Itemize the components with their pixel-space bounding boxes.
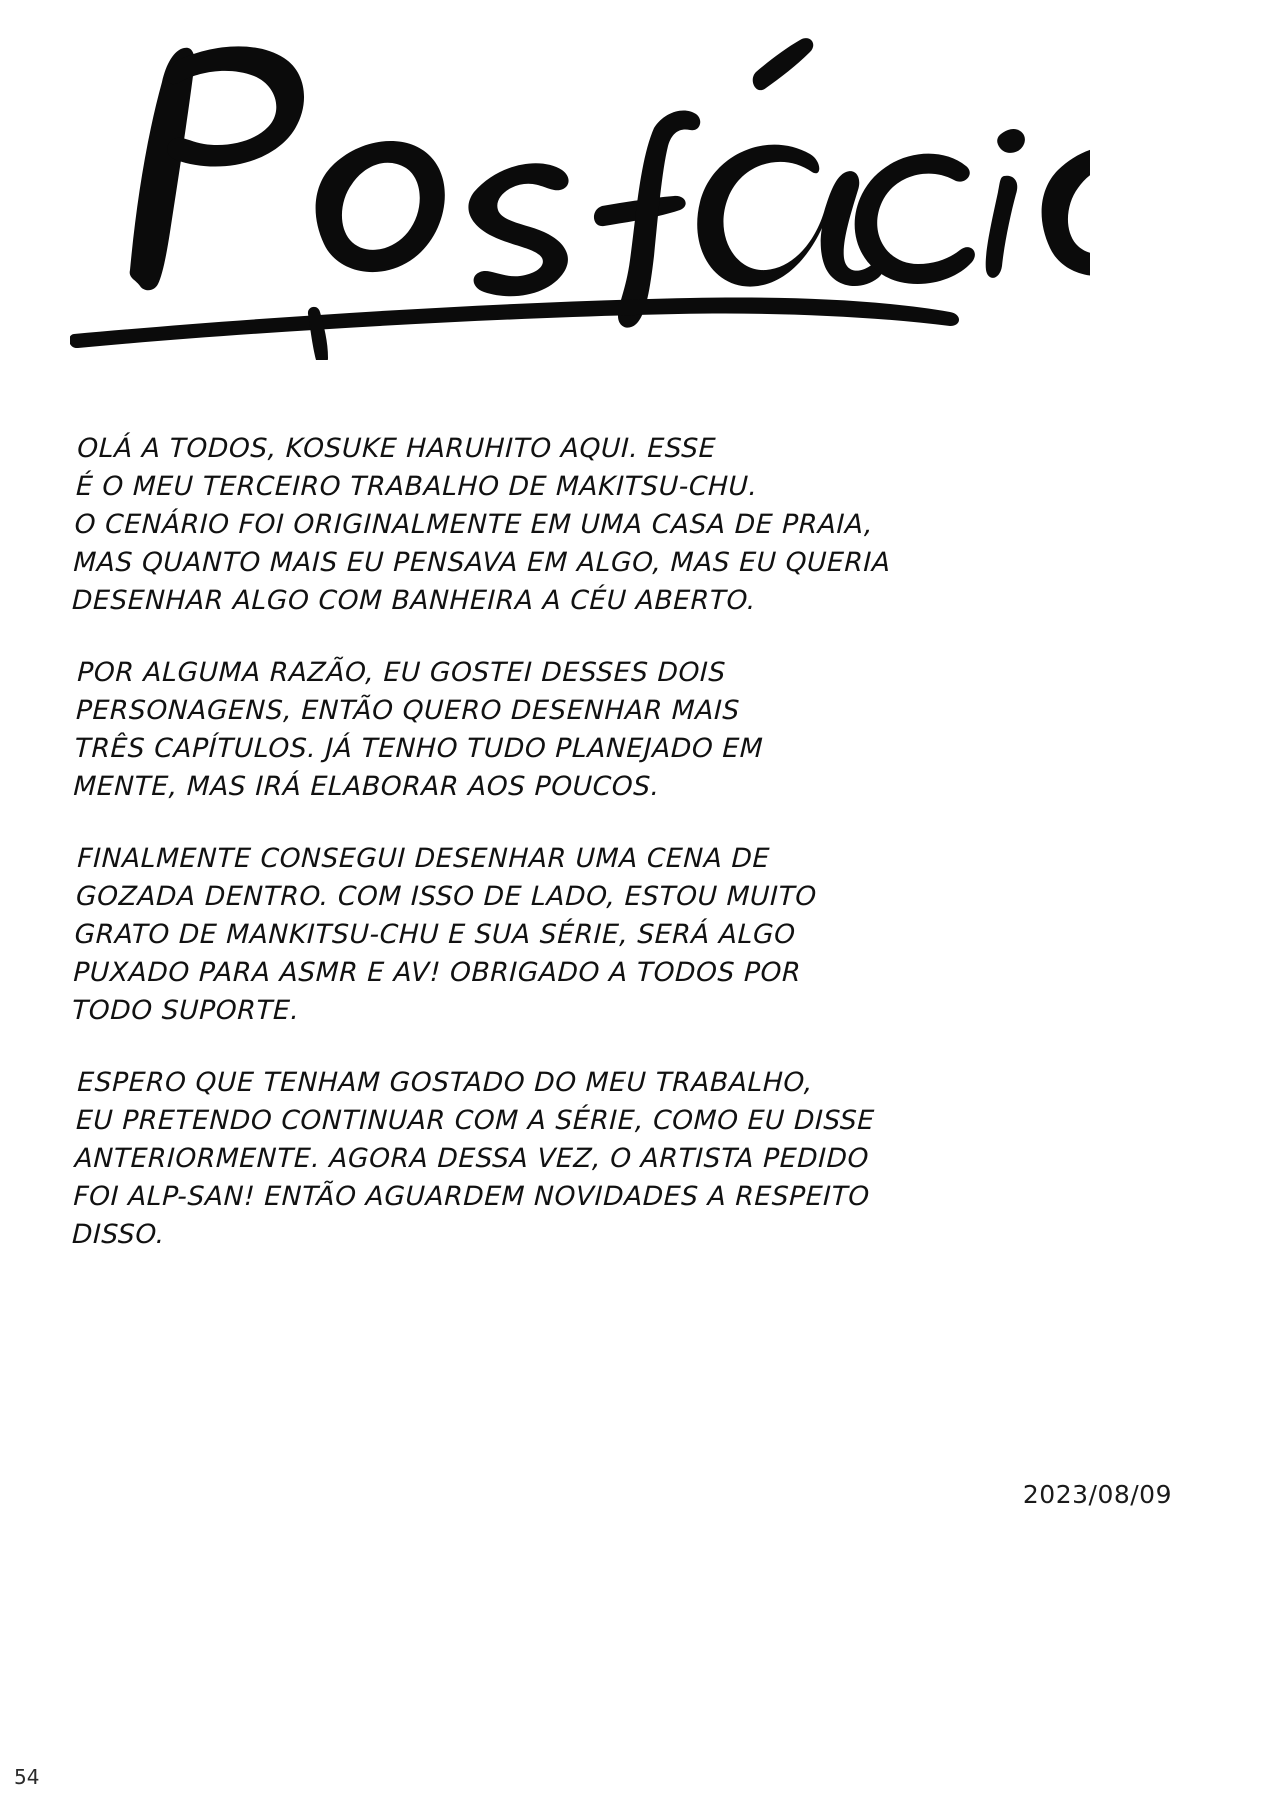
handwritten-title-icon	[70, 20, 1090, 360]
page-number: 54	[14, 1765, 40, 1789]
paragraph-2: POR ALGUMA RAZÃO, EU GOSTEI DESSES DOIS PERSONAGENS, ENTÃO QUERO DESENHAR MAIS TRÊS CAPÍTULOS. JÁ TENHO TUDO PLANEJADO EM MENTE, MAS IRÁ ELABORAR AOS POUCOS.	[72, 657, 764, 802]
afterword-text	[71, 430, 1128, 1254]
paragraph-4: ESPERO QUE TENHAM GOSTADO DO MEU TRABALHO, EU PRETENDO CONTINUAR COM A SÉRIE, COMO EU DISSE ANTERIORMENTE. AGORA DESSA VEZ, O ARTISTA PEDIDO FOI ALP-SAN! ENTÃO AGUARDEM NOVIDADES A RESPEITO DISSO.	[71, 1067, 876, 1250]
paragraph-3: FINALMENTE CONSEGUI DESENHAR UMA CENA DE GOZADA DENTRO. COM ISSO DE LADO, ESTOU MUITO GRATO DE MANKITSU-CHU E SUA SÉRIE, SERÁ ALGO PUXADO PARA ASMR E AV! OBRIGADO A TODOS POR TODO SUPORTE.	[71, 843, 818, 1026]
paragraph-1: OLÁ A TODOS, KOSUKE HARUHITO AQUI. ESSE É O MEU TERCEIRO TRABALHO DE MAKITSU-CHU. O CENÁRIO FOI ORIGINALMENTE EM UMA CASA DE PRAIA, MAS QUANTO MAIS EU PENSAVA EM ALGO, MAS EU QUERIA DESENHAR ALGO COM BANHEIRA A CÉU ABERTO.	[71, 433, 892, 616]
page-title	[70, 20, 1090, 360]
date-text: 2023/08/09	[1022, 1480, 1172, 1509]
